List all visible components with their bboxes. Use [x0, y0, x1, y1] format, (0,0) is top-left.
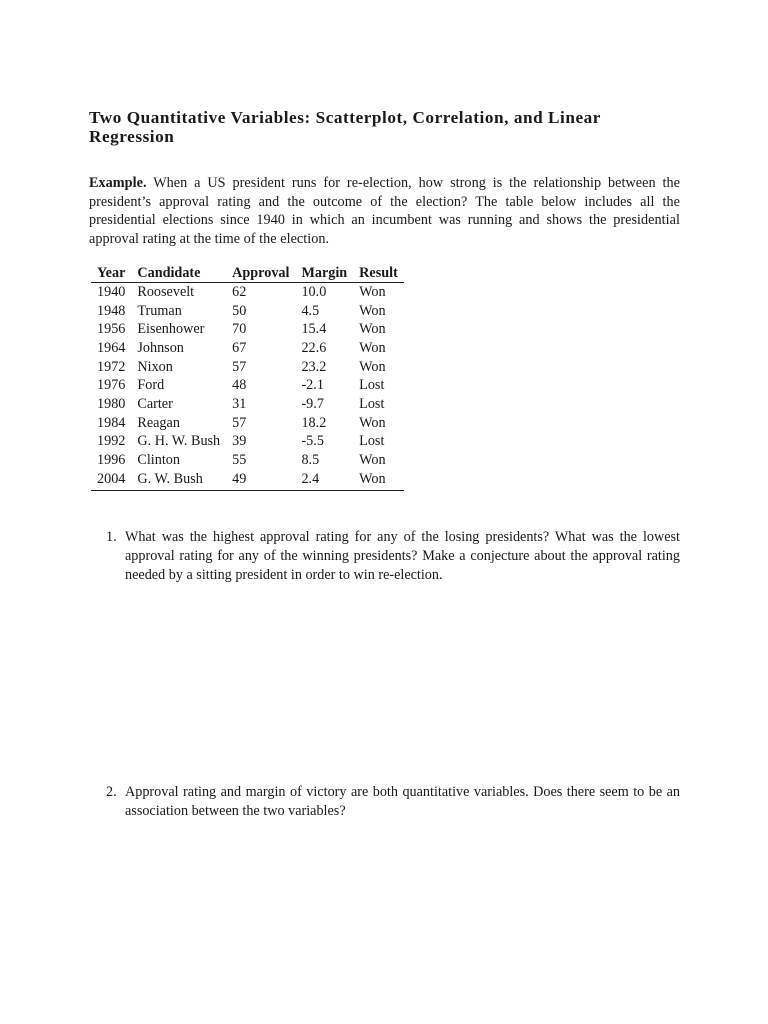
cell-approval: 57 — [232, 358, 247, 375]
cell-result: Won — [359, 339, 386, 356]
cell-candidate: Truman — [137, 302, 182, 319]
table-row — [91, 395, 404, 414]
table-row — [91, 432, 404, 451]
cell-candidate: Johnson — [137, 339, 184, 356]
table-header-row — [91, 263, 404, 283]
cell-margin: 2.4 — [295, 470, 353, 490]
cell-candidate: G. W. Bush — [131, 470, 226, 490]
column-header-approval: Approval — [226, 263, 295, 283]
column-header-result: Result — [353, 263, 404, 283]
table-row — [91, 451, 404, 470]
cell-candidate: Ford — [137, 377, 165, 394]
cell-candidate: Clinton — [137, 452, 180, 469]
cell-result: Won — [359, 414, 386, 431]
intro-lead: Example. — [89, 175, 147, 191]
cell-approval: 50 — [232, 302, 247, 319]
column-header-candidate: Candidate — [131, 263, 226, 283]
cell-result: Won — [359, 283, 386, 300]
cell-year: 1976 — [97, 377, 126, 394]
cell-candidate: Eisenhower — [137, 321, 205, 338]
cell-approval: 62 — [232, 283, 247, 300]
cell-year: 1984 — [97, 414, 126, 431]
cell-margin: 15.4 — [301, 321, 327, 338]
cell-year: 1992 — [97, 433, 126, 450]
cell-year: 1964 — [97, 339, 126, 356]
cell-margin: 4.5 — [301, 302, 320, 319]
cell-result: Lost — [359, 433, 385, 450]
table-row — [91, 282, 404, 301]
cell-candidate: Carter — [137, 396, 173, 413]
question-item — [89, 783, 680, 821]
table-row — [91, 414, 404, 433]
cell-approval: 39 — [232, 433, 247, 450]
intro-text: When a US president runs for re-election, how strong is the relationship between the president’s approval rating and the outcome of the election? The table below includes all the presidential elections since 1940 in which an incumbent was running and shows the presidential approval rating at the time of the election. — [89, 175, 681, 248]
cell-candidate: Reagan — [137, 414, 180, 431]
column-header-margin: Margin — [295, 263, 353, 283]
table-row — [91, 320, 404, 339]
question-item — [89, 528, 680, 585]
cell-year: 1948 — [97, 302, 126, 319]
table-row — [91, 358, 404, 377]
cell-candidate: Nixon — [137, 358, 173, 375]
cell-result: Lost — [359, 396, 385, 413]
question-list — [89, 528, 680, 821]
table-row — [91, 376, 404, 395]
cell-approval: 55 — [232, 452, 247, 469]
cell-margin: -9.7 — [301, 396, 324, 413]
cell-year: 1956 — [97, 321, 126, 338]
question-number: 2. — [106, 783, 117, 800]
cell-approval: 31 — [232, 396, 247, 413]
cell-candidate: Roosevelt — [137, 283, 195, 300]
question-text: Approval rating and margin of victory are both quantitative variables. Does there seem to be an association between the two variables? — [125, 783, 680, 819]
cell-year: 1940 — [97, 283, 126, 300]
table-row — [91, 470, 404, 490]
cell-approval: 48 — [232, 377, 247, 394]
cell-year: 1996 — [97, 452, 126, 469]
cell-result: Won — [359, 452, 386, 469]
election-table — [91, 263, 404, 491]
cell-margin: 22.6 — [301, 339, 327, 356]
cell-approval: 70 — [232, 321, 247, 338]
cell-approval: 57 — [232, 414, 247, 431]
document-page — [89, 108, 680, 821]
cell-year: 1972 — [97, 358, 126, 375]
cell-margin: -5.5 — [301, 433, 324, 450]
cell-result: Won — [353, 470, 404, 490]
cell-year: 2004 — [91, 470, 131, 490]
cell-margin: 10.0 — [301, 283, 327, 300]
cell-approval: 67 — [232, 339, 247, 356]
cell-year: 1980 — [97, 396, 126, 413]
column-header-year: Year — [91, 263, 131, 283]
cell-candidate: G. H. W. Bush — [137, 433, 221, 450]
table-row — [91, 302, 404, 321]
cell-result: Won — [359, 321, 386, 338]
intro-paragraph — [89, 174, 680, 249]
cell-margin: -2.1 — [301, 377, 324, 394]
question-number: 1. — [106, 528, 117, 545]
question-text: What was the highest approval rating for any of the losing presidents? What was the lowest approval rating for any of the winning presidents? Make a conjecture about the approval rating needed by a sitting president in order to win re-election. — [125, 528, 680, 583]
cell-result: Lost — [359, 377, 385, 394]
document-title: Two Quantitative Variables: Scatterplot, Correlation, and Linear Regression — [89, 108, 601, 146]
cell-result: Won — [359, 302, 386, 319]
cell-margin: 8.5 — [301, 452, 320, 469]
cell-approval: 49 — [226, 470, 295, 490]
table-row — [91, 339, 404, 358]
cell-result: Won — [359, 358, 386, 375]
cell-margin: 18.2 — [301, 414, 327, 431]
cell-margin: 23.2 — [301, 358, 327, 375]
